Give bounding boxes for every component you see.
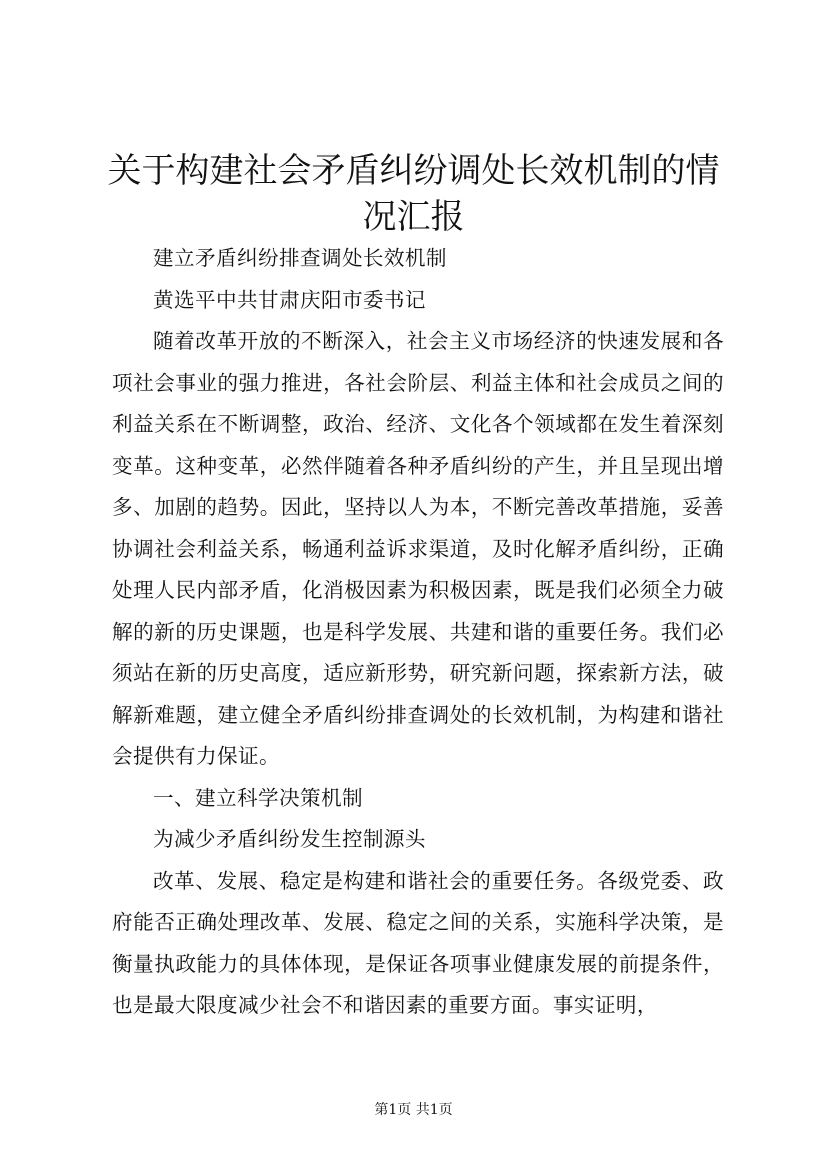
document-body [112, 238, 724, 1027]
section-subheading: 为减少矛盾纠纷发生控制源头 [153, 827, 426, 851]
author-paragraph: 黄选平中共甘肃庆阳市委书记 [153, 287, 426, 312]
section-heading: 一、建立科学决策机制 [153, 785, 363, 810]
subtitle-paragraph: 建立矛盾纠纷排查调处长效机制 [153, 246, 447, 270]
body-paragraph: 改革、发展、稳定是构建和谐社会的重要任务。各级党委、政府能否正确处理改革、发展、稳定之间的关系，实施科学决策，是衡量执政能力的具体体现，是保证各项事业健康发展的前提条件，也是最大限度减少社会不和谐因素的重要方面。事实证明， [112, 868, 724, 1017]
page-footer: 第1页 共1页 [374, 1102, 453, 1118]
document-title: 关于构建社会矛盾纠纷调处长效机制的情况汇报 [107, 151, 720, 237]
body-paragraph: 随着改革开放的不断深入，社会主义市场经济的快速发展和各项社会事业的强力推进，各社会阶层、利益主体和社会成员之间的利益关系在不断调整，政治、经济、文化各个领域都在发生着深刻变革。这种变革，必然伴随着各种矛盾纠纷的产生，并且呈现出增多、加剧的趋势。因此，坚持以人为本，不断完善改革措施，妥善协调社会利益关系，畅通利益诉求渠道，及时化解矛盾纠纷，正确处理人民内部矛盾，化消极因素为积极因素，既是我们必须全力破解的新的历史课题，也是科学发展、共建和谐的重要任务。我们必须站在新的历史高度，适应新形势，研究新问题，探索新方法，破解新难题，建立健全矛盾纠纷排查调处的长效机制，为构建和谐社会提供有力保证。 [112, 329, 724, 768]
